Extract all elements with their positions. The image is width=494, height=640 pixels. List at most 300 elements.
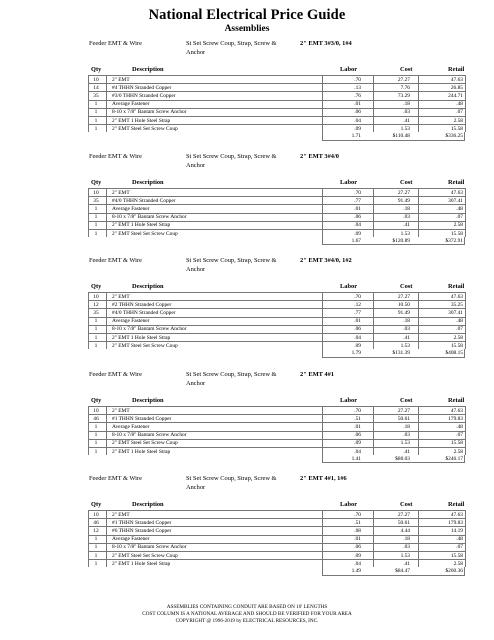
col-description-header: Description (132, 179, 164, 186)
col-cost-header: Cost (400, 283, 413, 290)
item-description: #4/0 THHN Stranded Copper (112, 310, 176, 317)
total-cost: $120.89 (392, 237, 410, 244)
total-retail: $336.25 (445, 133, 463, 140)
item-retail: 15.58 (450, 342, 463, 349)
item-retail: 179.83 (448, 519, 463, 526)
col-retail-header: Retail (448, 397, 465, 404)
item-qty: 1 (94, 536, 98, 543)
item-cost: 91.49 (397, 310, 410, 317)
item-description: 2" EMT (112, 76, 130, 83)
assembly-code: 2" EMT 3#4/0 (300, 153, 339, 160)
table-row (88, 431, 465, 439)
items-table (88, 406, 465, 463)
item-qty: 1 (94, 214, 98, 221)
col-labor-header: Labor (340, 179, 358, 186)
item-cost: 4.44 (400, 528, 410, 535)
item-description: 2" EMT Steel Set Screw Coup (112, 440, 178, 447)
col-qty-header: Qty (91, 66, 102, 73)
table-gridline (322, 510, 323, 567)
column-headers (0, 179, 494, 188)
table-gridline (418, 75, 419, 132)
item-retail: 47.63 (450, 76, 463, 83)
item-qty: 1 (94, 109, 98, 116)
items-table (88, 510, 465, 576)
item-retail: 47.63 (450, 189, 463, 196)
item-description: 2" EMT 1 Hole Steel Strap (112, 334, 171, 341)
table-gridline (465, 75, 466, 132)
assembly-category: Feeder EMT & Wire (89, 40, 142, 47)
item-labor: .04 (354, 560, 361, 567)
item-labor: .09 (354, 230, 361, 237)
assembly-description: St Set Screw Coup, Strap, Screw & Anchor (186, 257, 277, 273)
col-qty-header: Qty (91, 397, 102, 404)
col-cost-header: Cost (400, 501, 413, 508)
item-retail: 2.58 (453, 334, 463, 341)
table-gridline (465, 188, 466, 237)
col-description-header: Description (132, 66, 164, 73)
item-cost: 27.27 (397, 76, 410, 83)
item-retail: 47.63 (450, 293, 463, 300)
table-row (88, 406, 465, 414)
page-subtitle: Assemblies (224, 24, 270, 34)
item-retail: 244.71 (448, 93, 463, 100)
column-headers (0, 283, 494, 292)
item-labor: .77 (354, 197, 361, 204)
table-row (88, 221, 465, 229)
item-labor: .09 (354, 440, 361, 447)
item-cost: .03 (403, 109, 410, 116)
col-retail-header: Retail (448, 66, 465, 73)
total-cost: $80.03 (395, 455, 410, 462)
assembly-category: Feeder EMT & Wire (89, 257, 142, 264)
item-cost: .18 (403, 318, 410, 325)
item-qty: 10 (93, 407, 99, 414)
table-row (88, 518, 465, 526)
table-gridline (88, 188, 89, 237)
table-gridline (465, 510, 466, 567)
item-qty: 1 (94, 432, 98, 439)
item-retail: 307.41 (448, 310, 463, 317)
table-gridline (418, 292, 419, 349)
item-description: Average Fastener (112, 318, 150, 325)
item-qty: 1 (94, 424, 98, 431)
item-labor: .04 (354, 448, 361, 455)
table-gridline (106, 510, 107, 567)
item-qty: 1 (94, 117, 98, 124)
table-row (88, 108, 465, 116)
page-footer (0, 604, 494, 626)
item-description: Average Fastener (112, 101, 150, 108)
column-headers (0, 66, 494, 75)
table-gridline (373, 75, 374, 132)
totals-box (322, 455, 465, 463)
assembly-code: 2" EMT 3#4/0, 1#2 (300, 257, 352, 264)
item-qty: 10 (93, 511, 99, 518)
item-retail: 2.58 (453, 117, 463, 124)
assembly-code: 2" EMT 4#1, 1#6 (300, 475, 347, 482)
total-labor: 1.49 (351, 568, 361, 575)
table-row (88, 526, 465, 534)
item-cost: .41 (403, 334, 410, 341)
items-table (88, 75, 465, 141)
item-cost: 27.27 (397, 407, 410, 414)
item-qty: 1 (94, 342, 98, 349)
item-qty: 1 (94, 326, 98, 333)
totals-row (88, 455, 465, 463)
total-cost: $131.39 (392, 350, 410, 357)
total-retail: $246.17 (445, 455, 463, 462)
item-labor: .70 (354, 407, 361, 414)
col-cost-header: Cost (400, 66, 413, 73)
table-gridline (373, 292, 374, 349)
table-gridline (418, 406, 419, 455)
col-qty-header: Qty (91, 283, 102, 290)
item-qty: 1 (94, 544, 98, 551)
items-table (88, 188, 465, 245)
table-row (88, 204, 465, 212)
item-labor: .06 (354, 109, 361, 116)
table-gridline (418, 188, 419, 237)
table-gridline (88, 406, 89, 455)
total-cost: $110.48 (392, 133, 410, 140)
total-labor: 1.79 (351, 350, 361, 357)
table-gridline (106, 75, 107, 132)
item-retail: 35.25 (450, 301, 463, 308)
item-qty: 35 (93, 310, 99, 317)
item-qty: 1 (94, 125, 98, 132)
item-cost: 7.76 (400, 84, 410, 91)
item-description: 2" EMT Steel Set Screw Coup (112, 342, 178, 349)
assembly-description: St Set Screw Coup, Strap, Screw & Anchor (186, 153, 277, 169)
table-row (88, 510, 465, 518)
col-qty-header: Qty (91, 501, 102, 508)
item-retail: 15.58 (450, 440, 463, 447)
table-gridline (322, 75, 323, 132)
item-labor: .12 (354, 301, 361, 308)
item-retail: 2.58 (453, 222, 463, 229)
item-cost: .03 (403, 432, 410, 439)
item-cost: 27.27 (397, 293, 410, 300)
item-description: 8-10 x 7/8" Bantam Screw Anchor (112, 326, 187, 333)
item-retail: 307.41 (448, 197, 463, 204)
table-row (88, 543, 465, 551)
column-headers (0, 397, 494, 406)
table-gridline (373, 188, 374, 237)
item-description: #1 THHN Stranded Copper (112, 415, 172, 422)
item-labor: .77 (354, 310, 361, 317)
item-labor: .04 (354, 222, 361, 229)
item-description: 2" EMT (112, 189, 130, 196)
table-gridline (465, 292, 466, 349)
item-qty: 46 (93, 519, 99, 526)
item-cost: 27.27 (397, 189, 410, 196)
item-cost: .18 (403, 206, 410, 213)
assembly-header (0, 474, 494, 498)
item-description: #1 THHN Stranded Copper (112, 519, 172, 526)
item-cost: .03 (403, 214, 410, 221)
item-cost: 10.50 (397, 301, 410, 308)
item-cost: .03 (403, 544, 410, 551)
item-description: Average Fastener (112, 536, 150, 543)
total-labor: 1.67 (351, 237, 361, 244)
item-labor: .76 (354, 93, 361, 100)
item-retail: .48 (456, 318, 463, 325)
item-cost: .18 (403, 101, 410, 108)
item-description: 2" EMT Steel Set Screw Coup (112, 552, 178, 559)
assembly-description: St Set Screw Coup, Strap, Screw & Anchor (186, 40, 277, 56)
item-cost: 1.53 (400, 342, 410, 349)
item-cost: 1.53 (400, 230, 410, 237)
assembly-header (0, 256, 494, 280)
table-row (88, 317, 465, 325)
item-retail: 15.58 (450, 125, 463, 132)
table-row (88, 75, 465, 83)
item-qty: 1 (94, 101, 98, 108)
item-qty: 46 (93, 415, 99, 422)
item-labor: .01 (354, 318, 361, 325)
item-retail: .07 (456, 326, 463, 333)
col-labor-header: Labor (340, 397, 358, 404)
footer-line: COPYRIGHT @ 1996-2019 by ELECTRICAL RESOURCES, INC. (175, 618, 319, 625)
col-labor-header: Labor (340, 501, 358, 508)
item-labor: .13 (354, 84, 361, 91)
item-retail: 179.83 (448, 415, 463, 422)
item-labor: .51 (354, 519, 361, 526)
assembly-header (0, 370, 494, 394)
totals-box (322, 567, 465, 575)
totals-row (88, 237, 465, 245)
item-qty: 1 (94, 334, 98, 341)
assembly-description: St Set Screw Coup, Strap, Screw & Anchor (186, 475, 277, 491)
item-labor: .51 (354, 415, 361, 422)
item-qty: 14 (93, 84, 99, 91)
item-retail: .07 (456, 432, 463, 439)
table-gridline (88, 75, 89, 132)
footer-line: COST COLUMN IS A NATIONAL AVERAGE AND SHOULD BE VERIFIED FOR YOUR AREA (142, 611, 352, 618)
table-row (88, 551, 465, 559)
item-description: 2" EMT (112, 511, 130, 518)
item-description: 2" EMT Steel Set Screw Coup (112, 230, 178, 237)
item-qty: 1 (94, 560, 98, 567)
item-cost: .41 (403, 117, 410, 124)
item-retail: 15.58 (450, 230, 463, 237)
item-qty: 10 (93, 189, 99, 196)
table-row (88, 308, 465, 316)
table-gridline (106, 188, 107, 237)
assembly-category: Feeder EMT & Wire (89, 475, 142, 482)
item-retail: 26.85 (450, 84, 463, 91)
assembly-header (0, 39, 494, 63)
item-description: 8-10 x 7/8" Bantam Screw Anchor (112, 544, 187, 551)
total-retail: $372.91 (445, 237, 463, 244)
assembly-category: Feeder EMT & Wire (89, 371, 142, 378)
col-retail-header: Retail (448, 283, 465, 290)
item-qty: 1 (94, 230, 98, 237)
item-description: Average Fastener (112, 206, 150, 213)
item-labor: .01 (354, 101, 361, 108)
table-gridline (106, 406, 107, 455)
table-gridline (322, 188, 323, 237)
item-description: 8-10 x 7/8" Bantam Screw Anchor (112, 109, 187, 116)
assembly-code: 2" EMT 4#1 (300, 371, 334, 378)
total-retail: $260.36 (445, 568, 463, 575)
item-description: 2" EMT (112, 293, 130, 300)
col-cost-header: Cost (400, 397, 413, 404)
item-description: #3/0 THHN Stranded Copper (112, 93, 176, 100)
table-gridline (88, 510, 89, 567)
item-cost: .18 (403, 424, 410, 431)
item-cost: .41 (403, 448, 410, 455)
table-gridline (418, 510, 419, 567)
table-row (88, 439, 465, 447)
assembly-code: 2" EMT 3#3/0, 1#4 (300, 40, 352, 47)
table-row (88, 422, 465, 430)
col-retail-header: Retail (448, 179, 465, 186)
table-row (88, 325, 465, 333)
table-gridline (373, 510, 374, 567)
item-labor: .04 (354, 117, 361, 124)
item-qty: 1 (94, 318, 98, 325)
table-row (88, 100, 465, 108)
item-labor: .01 (354, 536, 361, 543)
item-cost: 91.49 (397, 197, 410, 204)
item-cost: 1.53 (400, 125, 410, 132)
item-cost: .41 (403, 222, 410, 229)
item-labor: .70 (354, 511, 361, 518)
column-headers (0, 501, 494, 510)
item-description: 2" EMT 1 Hole Steel Strap (112, 448, 171, 455)
col-cost-header: Cost (400, 179, 413, 186)
table-row (88, 83, 465, 91)
item-qty: 35 (93, 93, 99, 100)
item-labor: .09 (354, 552, 361, 559)
table-row (88, 292, 465, 300)
item-qty: 35 (93, 197, 99, 204)
totals-row (88, 349, 465, 357)
table-row (88, 116, 465, 124)
item-qty: 1 (94, 448, 98, 455)
table-row (88, 333, 465, 341)
item-retail: 47.63 (450, 511, 463, 518)
item-retail: 15.58 (450, 552, 463, 559)
item-labor: .09 (354, 125, 361, 132)
item-description: #4/0 THHN Stranded Copper (112, 197, 176, 204)
item-qty: 10 (93, 76, 99, 83)
table-gridline (322, 292, 323, 349)
assembly-category: Feeder EMT & Wire (89, 153, 142, 160)
item-cost: 1.53 (400, 440, 410, 447)
item-description: Average Fastener (112, 424, 150, 431)
item-labor: .06 (354, 544, 361, 551)
total-retail: $408.15 (445, 350, 463, 357)
col-retail-header: Retail (448, 501, 465, 508)
item-retail: .48 (456, 101, 463, 108)
page-title: National Electrical Price Guide (148, 7, 346, 23)
item-labor: .70 (354, 189, 361, 196)
item-description: 2" EMT (112, 407, 130, 414)
item-cost: 1.53 (400, 552, 410, 559)
table-row (88, 213, 465, 221)
item-description: #2 THHN Stranded Copper (112, 301, 172, 308)
item-cost: 50.61 (397, 415, 410, 422)
item-retail: .07 (456, 214, 463, 221)
col-labor-header: Labor (340, 283, 358, 290)
item-cost: .41 (403, 560, 410, 567)
item-labor: .08 (354, 528, 361, 535)
assembly-description: St Set Screw Coup, Strap, Screw & Anchor (186, 371, 277, 387)
item-labor: .06 (354, 326, 361, 333)
table-row (88, 414, 465, 422)
table-row (88, 91, 465, 99)
item-labor: .01 (354, 206, 361, 213)
item-retail: .07 (456, 109, 463, 116)
item-retail: 47.63 (450, 407, 463, 414)
item-qty: 10 (93, 293, 99, 300)
item-qty: 1 (94, 440, 98, 447)
item-labor: .06 (354, 214, 361, 221)
item-description: 8-10 x 7/8" Bantam Screw Anchor (112, 214, 187, 221)
item-qty: 12 (93, 528, 99, 535)
item-cost: 73.29 (397, 93, 410, 100)
item-retail: 2.58 (453, 560, 463, 567)
col-qty-header: Qty (91, 179, 102, 186)
totals-row (88, 567, 465, 575)
col-labor-header: Labor (340, 66, 358, 73)
item-labor: .09 (354, 342, 361, 349)
item-description: 2" EMT 1 Hole Steel Strap (112, 222, 171, 229)
col-description-header: Description (132, 283, 164, 290)
items-table (88, 292, 465, 358)
item-labor: .06 (354, 432, 361, 439)
item-retail: .07 (456, 544, 463, 551)
item-description: 2" EMT 1 Hole Steel Strap (112, 560, 171, 567)
item-labor: .70 (354, 76, 361, 83)
table-gridline (88, 292, 89, 349)
item-description: 2" EMT 1 Hole Steel Strap (112, 117, 171, 124)
item-retail: .48 (456, 206, 463, 213)
item-qty: 1 (94, 206, 98, 213)
item-description: 2" EMT Steel Set Screw Coup (112, 125, 178, 132)
item-cost: 50.61 (397, 519, 410, 526)
item-retail: .48 (456, 536, 463, 543)
total-labor: 1.71 (351, 133, 361, 140)
item-qty: 1 (94, 552, 98, 559)
table-row (88, 188, 465, 196)
item-qty: 1 (94, 222, 98, 229)
col-description-header: Description (132, 397, 164, 404)
item-description: 8-10 x 7/8" Bantam Screw Anchor (112, 432, 187, 439)
item-cost: .03 (403, 326, 410, 333)
item-cost: 27.27 (397, 511, 410, 518)
table-gridline (322, 406, 323, 455)
item-labor: .01 (354, 424, 361, 431)
item-retail: .48 (456, 424, 463, 431)
item-description: #6 THHN Stranded Copper (112, 528, 172, 535)
item-labor: .04 (354, 334, 361, 341)
totals-row (88, 132, 465, 140)
footer-line: ASSEMBLIES CONTAINING CONDUIT ARE BASED ON 10' LENGTHS (166, 604, 328, 610)
item-retail: 14.19 (450, 528, 463, 535)
total-cost: $84.47 (395, 568, 410, 575)
table-gridline (373, 406, 374, 455)
table-gridline (465, 406, 466, 455)
table-row (88, 300, 465, 308)
total-labor: 1.41 (351, 455, 361, 462)
assembly-header (0, 152, 494, 176)
table-gridline (106, 292, 107, 349)
col-description-header: Description (132, 501, 164, 508)
item-description: #4 THHN Stranded Copper (112, 84, 172, 91)
